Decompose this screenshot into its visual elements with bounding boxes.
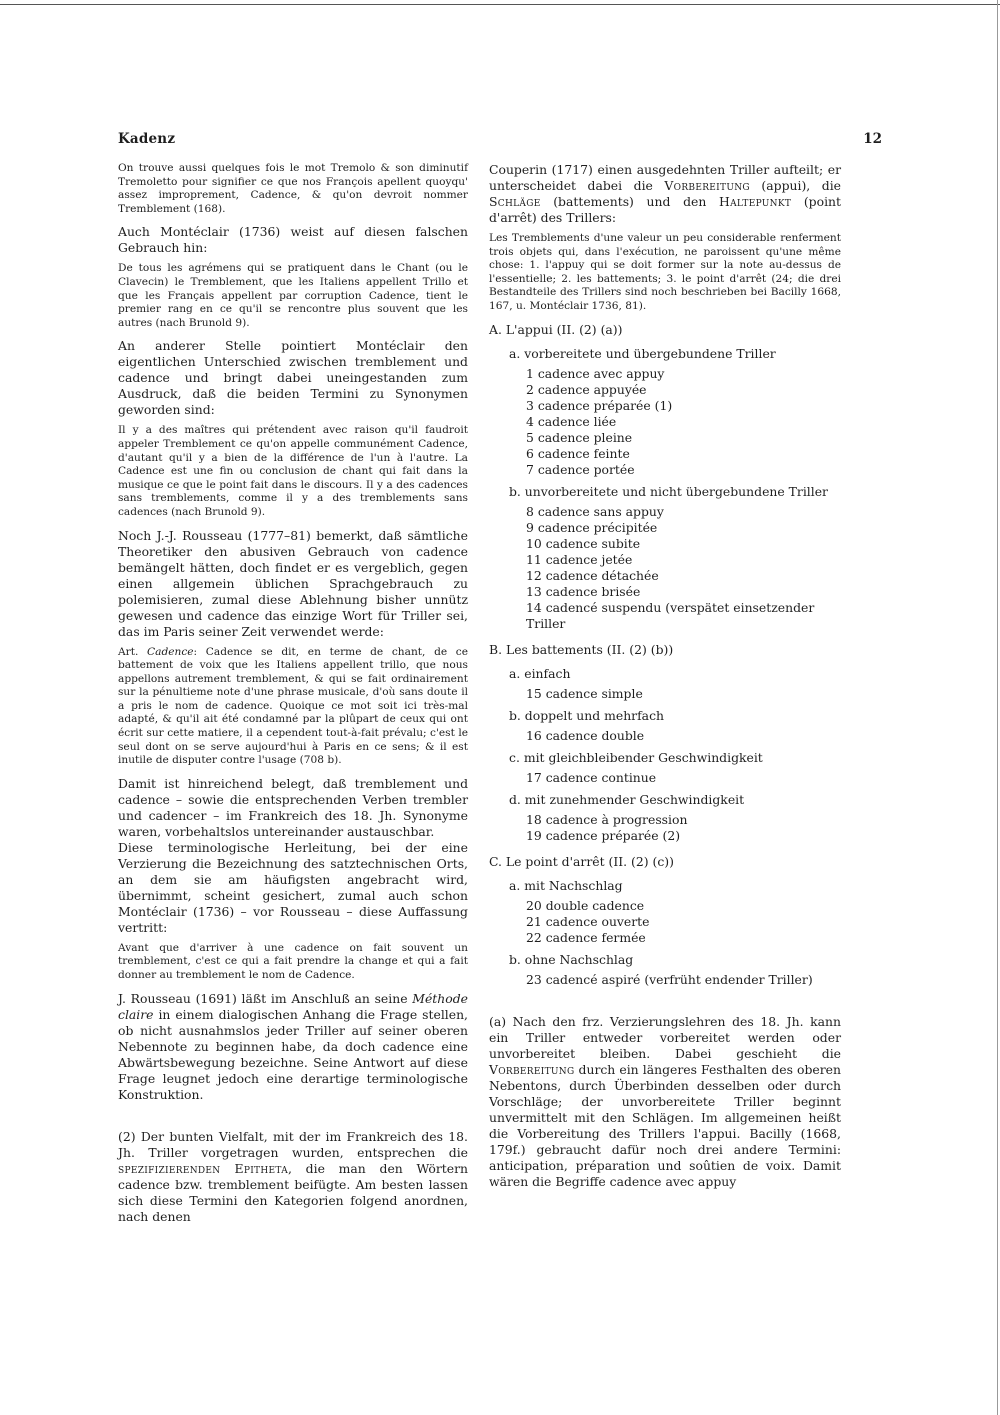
outline-subheading: a. vorbereitete und übergebundene Triller: [509, 345, 776, 361]
list-item: 9 cadence précipitée: [526, 519, 658, 535]
cadence-outline: [489, 322, 841, 988]
paragraph-section-a: [489, 1014, 841, 1190]
outline-subheading: a. einfach: [509, 665, 571, 681]
text-run: (2) Der bunten Vielfalt, mit der im Frankreich des 18. Jh. Triller vorgetragen wurden, entsprechen die: [118, 1128, 468, 1160]
quote-article-term: Cadence: [147, 645, 194, 658]
outline-subheading: b. ohne Nachschlag: [509, 951, 634, 967]
outline-group: [489, 666, 841, 702]
paragraph-rousseau: Noch J.-J. Rousseau (1777–81) bemerkt, daß sämtliche Theoretiker den abusiven Gebrauch von cadence bemängelt hätten, doch findet er es vergeblich, gegen einen allgemein üblichen Sprachgebrauch zu polemisieren, zumal diese Ablehnung bisher unnütz gewesen und cadence das einzige Wort für Triller sei, das im Paris seiner Zeit verwendet werde:: [118, 527, 468, 639]
book-title: Méthode claire: [118, 990, 468, 1022]
outline-group: [489, 750, 841, 786]
small-caps-term: Vorbereitung: [664, 178, 750, 193]
list-item: 14 cadencé suspendu (verspätet einsetzender Triller: [526, 599, 815, 631]
quote-maitres: Il y a des maîtres qui prétendent avec raison qu'il faudroit appeler Tremblement ce qu'on appelle communément Cadence, d'autant qu'il y a bien de la différence de l'un à l'autre. La Cadence est une fin ou conclusion de chant qui fait dans la musique ce que le point fait dans le discours. Il y a des cadences sans tremblements, comme il y a des tremblements sans cadences (nach Brunold 9).: [118, 424, 468, 518]
list-item: 5 cadence pleine: [526, 429, 633, 445]
list-item: 1 cadence avec appuy: [526, 365, 665, 381]
outline-heading-c: C. Le point d'arrêt (II. (2) (c)): [489, 853, 674, 869]
list-item: 22 cadence fermée: [526, 929, 646, 945]
spacer: [118, 1109, 468, 1129]
text-run: Couperin (1717) einen ausgedehnten Triller aufteilt; er unterscheidet dabei die: [489, 162, 841, 193]
list-item: 10 cadence subite: [526, 535, 641, 551]
paragraph-unterschied: An anderer Stelle pointiert Montéclair den eigentlichen Unterschied zwischen tremblement und cadence und bringt dabei uneingestanden zum Ausdruck, daß die beiden Termini zu Synonymen geworden sind:: [118, 338, 468, 418]
paragraph-monteclair-1736: Auch Montéclair (1736) weist auf diesen falschen Gebrauch hin:: [118, 224, 468, 256]
quote-article-cadence: [118, 646, 468, 768]
text-run: durch ein längeres Festhalten des oberen Nebentons, durch Überbinden desselben oder durch Vorschläge; der unvorbereitete Triller beginnt unvermittelt mit den Schlägen. Im allgemeinen heißt die Vorbereitung des Trillers l'appui. Bacilly (1668, 179f.) gebraucht dafür noch drei andere Termini: anticipation, préparation und soûtien de voix. Damit wären die Begriffe cadence avec appuy: [489, 1061, 841, 1189]
quote-article-text: : Cadence se dit, en terme de chant, de ce battement de voix que les Italiens appellent trillo, que nous appellons autrement tremblement, & qui se fait ordinairement sur la pénultieme note d'une phrase musicale, d'où sans doute il a pris le nom de cadence. Quoique ce mot soit ici très-mal adapté, & qu'il ait été condamné par la plûpart de ceux qui ont écrit sur cette matiere, il a cependent tout-à-fait prévalu; c'est le seul dont on se serve aujourd'hui à Paris en ce sens; & il est inutile de disputer contre l'usage (708 b).: [118, 645, 468, 767]
list-item: 4 cadence liée: [526, 413, 617, 429]
outline-group: [489, 708, 841, 744]
outline-group: [489, 878, 841, 946]
paragraph-synonyme: Damit ist hinreichend belegt, daß tremblement und cadence – sowie die entsprechenden Verben trembler und cadencer – im Frankreich des 18. Jh. Synonyme waren, vorbehaltslos untereinander austauschbar.: [118, 775, 468, 839]
outline-subheading: d. mit zunehmender Geschwindigkeit: [509, 791, 745, 807]
quote-couperin: Les Tremblements d'une valeur un peu considerable renferment trois objets qui, dans l'exécution, ne paroissent qu'une même chose: 1. l'appuy qui se doit former sur la note au-dessus de l'essentielle; 2. les battements; 3. le point d'arrêt (24; die drei Bestandteile des Trillers sind noch beschrieben bei Bacilly 1668, 167, u. Montéclair 1736, 81).: [489, 232, 841, 312]
list-item: 23 cadencé aspiré (verfrüht endender Triller): [526, 971, 813, 987]
quote-article-lead: Art.: [118, 645, 139, 658]
quote-tremolo: On trouve aussi quelques fois le mot Tremolo & son diminutif Tremoletto pour signifier ce que nos François apellent quoyqu' assez improprement, Cadence, & qu'on devroit nommer Tremblement (168).: [118, 162, 468, 215]
list-item: 20 double cadence: [526, 897, 645, 913]
text-run: (a) Nach den frz. Verzierungslehren des 18. Jh. kann ein Triller entweder vorbereitet werden oder unvorbereitet bleiben. Dabei geschieht die: [489, 1013, 841, 1061]
small-caps-term: spezifizierenden Epitheta: [118, 1160, 288, 1176]
page-number: 12: [863, 131, 882, 147]
list-item: 7 cadence portée: [526, 461, 635, 477]
outline-heading-a: A. L'appui (II. (2) (a)): [489, 321, 623, 337]
list-item: 16 cadence double: [526, 727, 645, 743]
paragraph-methode-claire: [118, 991, 468, 1103]
left-column: [118, 162, 468, 1231]
quote-avant: Avant que d'arriver à une cadence on fait souvent un tremblement, c'est ce qui a fait prendre la change et qui a fait donner au tremblement le nom de Cadence.: [118, 941, 468, 982]
small-caps-term: Haltepunkt: [718, 194, 792, 209]
list-item: 13 cadence brisée: [526, 583, 641, 599]
paragraph-couperin: [489, 162, 841, 226]
list-item: 18 cadence à progression: [526, 811, 688, 827]
quote-agremens: De tous les agrémens qui se pratiquent dans le Chant (ou le Clavecin) le Tremblement, que les Italiens appellent Trillo et que les Français appellent par corruption Cadence, tient le premier rang en ce qu'il se rencontre plus souvent que les autres (nach Brunold 9).: [118, 262, 468, 329]
small-caps-term: Schläge: [489, 194, 541, 209]
outline-subheading: a. mit Nachschlag: [509, 877, 623, 893]
outline-heading-b: B. Les battements (II. (2) (b)): [489, 641, 674, 657]
text-run: (point d'arrêt) des Trillers:: [489, 194, 841, 225]
list-item: 8 cadence sans appuy: [526, 503, 664, 519]
list-item: 21 cadence ouverte: [526, 913, 650, 929]
outline-subheading: b. doppelt und mehrfach: [509, 707, 664, 723]
outline-group: [489, 792, 841, 844]
scan-top-edge: [0, 4, 1000, 5]
text-run: J. Rousseau (1691) läßt im Anschluß an seine: [118, 990, 413, 1006]
list-item: 17 cadence continue: [526, 769, 657, 785]
right-column: [489, 162, 841, 1196]
outline-group: [489, 484, 841, 632]
text-run: (appui), die: [749, 178, 841, 193]
list-item: 12 cadence détachée: [526, 567, 659, 583]
list-item: 2 cadence appuyée: [526, 381, 647, 397]
list-item: 3 cadence préparée (1): [526, 397, 673, 413]
outline-group: [489, 952, 841, 988]
running-head-title: Kadenz: [118, 131, 176, 147]
outline-subheading: b. unvorbereitete und nicht übergebundene Triller: [509, 483, 828, 499]
outline-subheading: c. mit gleichbleibender Geschwindigkeit: [509, 749, 763, 765]
text-run: in einem dialogischen Anhang die Frage stellen, ob nicht ausnahmslos jeder Triller auf seiner oberen Nebennote zu beginnen habe, da doch cadence eine Abwärtsbewegung bezeichne. Seine Antwort auf diese Frage leugnet jedoch eine derartige terminologische Konstruktion.: [118, 1006, 468, 1102]
paragraph-herleitung: Diese terminologische Herleitung, bei der eine Verzierung die Bezeichnung des satztechnischen Orts, an dem sie am häufigsten angebracht wird, übernimmt, scheint gesichert, zumal auch schon Montéclair (1736) – vor Rousseau – diese Auffassung vertritt:: [118, 839, 468, 935]
list-item: 6 cadence feinte: [526, 445, 630, 461]
spacer: [489, 994, 841, 1014]
text-run: , die man den Wörtern cadence bzw. tremblement beifügte. Am besten lassen sich diese Termini den Kategorien folgend anordnen, nach denen: [118, 1160, 468, 1224]
small-caps-term: Vorbereitung: [489, 1061, 575, 1077]
list-item: 15 cadence simple: [526, 685, 643, 701]
text-run: (battements) und den: [540, 194, 719, 209]
outline-group: [489, 346, 841, 478]
list-item: 11 cadence jetée: [526, 551, 633, 567]
paragraph-section-2: [118, 1129, 468, 1225]
scan-right-edge: [997, 0, 998, 1415]
list-item: 19 cadence préparée (2): [526, 827, 681, 843]
